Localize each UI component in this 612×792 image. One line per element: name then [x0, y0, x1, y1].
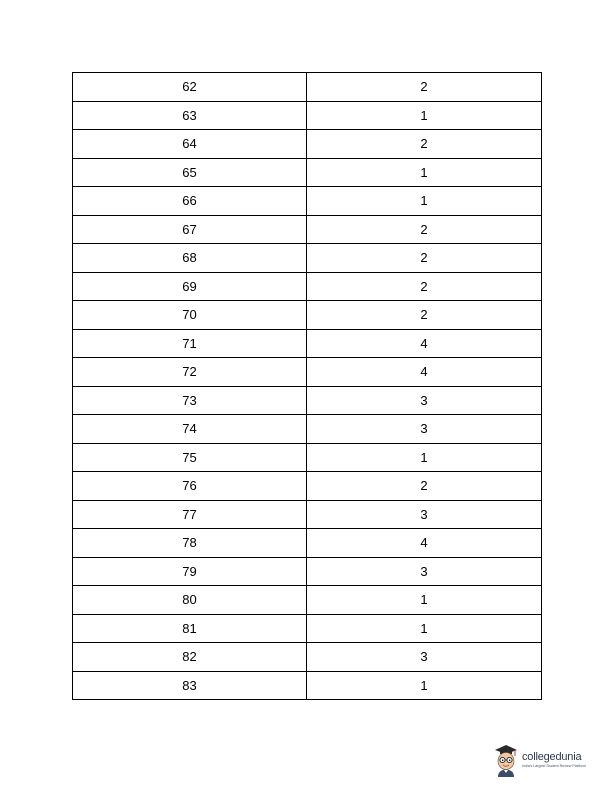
- table-cell-right: 3: [307, 386, 542, 415]
- table-cell-right: 4: [307, 529, 542, 558]
- table-cell-right: 1: [307, 614, 542, 643]
- table-cell-right: 2: [307, 73, 542, 102]
- table-cell-left: 72: [73, 358, 307, 387]
- table-cell-left: 76: [73, 472, 307, 501]
- table-cell-right: 2: [307, 301, 542, 330]
- table-body: [73, 73, 542, 700]
- table-cell-right: 1: [307, 443, 542, 472]
- table-cell-left: 74: [73, 415, 307, 444]
- table-cell-left: 62: [73, 73, 307, 102]
- table-cell-left: 71: [73, 329, 307, 358]
- table-row: [73, 358, 542, 387]
- logo-text: [522, 752, 586, 769]
- table-cell-right: 1: [307, 158, 542, 187]
- table-cell-left: 63: [73, 101, 307, 130]
- table-row: [73, 329, 542, 358]
- table-cell-right: 2: [307, 244, 542, 273]
- table-row: [73, 101, 542, 130]
- table-cell-left: 79: [73, 557, 307, 586]
- table-cell-right: 4: [307, 329, 542, 358]
- table-row: [73, 272, 542, 301]
- table-cell-right: 1: [307, 586, 542, 615]
- table-cell-left: 80: [73, 586, 307, 615]
- table-row: [73, 586, 542, 615]
- graduate-mascot-icon: [492, 743, 520, 777]
- table-cell-left: 66: [73, 187, 307, 216]
- table-row: [73, 500, 542, 529]
- table-cell-left: 64: [73, 130, 307, 159]
- table-row: [73, 215, 542, 244]
- table-cell-left: 78: [73, 529, 307, 558]
- table-cell-left: 70: [73, 301, 307, 330]
- table-cell-right: 3: [307, 415, 542, 444]
- table-row: [73, 557, 542, 586]
- table-cell-right: 2: [307, 215, 542, 244]
- table-row: [73, 187, 542, 216]
- table-cell-left: 83: [73, 671, 307, 700]
- table-cell-right: 4: [307, 358, 542, 387]
- table-cell-right: 3: [307, 643, 542, 672]
- table-cell-left: 81: [73, 614, 307, 643]
- table-row: [73, 443, 542, 472]
- table-cell-left: 82: [73, 643, 307, 672]
- table-row: [73, 614, 542, 643]
- collegedunia-logo: [492, 742, 602, 778]
- table-row: [73, 130, 542, 159]
- table-cell-left: 69: [73, 272, 307, 301]
- table-cell-left: 73: [73, 386, 307, 415]
- table-row: [73, 158, 542, 187]
- table-cell-right: 3: [307, 557, 542, 586]
- table-cell-left: 75: [73, 443, 307, 472]
- table-cell-left: 68: [73, 244, 307, 273]
- table-cell-right: 1: [307, 101, 542, 130]
- table-cell-right: 1: [307, 187, 542, 216]
- logo-tagline: India's Largest Student Review Platform: [522, 763, 586, 768]
- table-cell-left: 65: [73, 158, 307, 187]
- table-row: [73, 244, 542, 273]
- table-row: [73, 671, 542, 700]
- table-row: [73, 301, 542, 330]
- table-row: [73, 472, 542, 501]
- table-cell-right: 2: [307, 472, 542, 501]
- table-cell-right: 3: [307, 500, 542, 529]
- table-row: [73, 73, 542, 102]
- table-row: [73, 529, 542, 558]
- table-cell-right: 1: [307, 671, 542, 700]
- table-row: [73, 643, 542, 672]
- table-cell-right: 2: [307, 130, 542, 159]
- table-cell-left: 67: [73, 215, 307, 244]
- table-row: [73, 415, 542, 444]
- data-table: [72, 72, 542, 700]
- logo-name: collegedunia: [522, 751, 582, 763]
- table-cell-left: 77: [73, 500, 307, 529]
- table-row: [73, 386, 542, 415]
- table-cell-right: 2: [307, 272, 542, 301]
